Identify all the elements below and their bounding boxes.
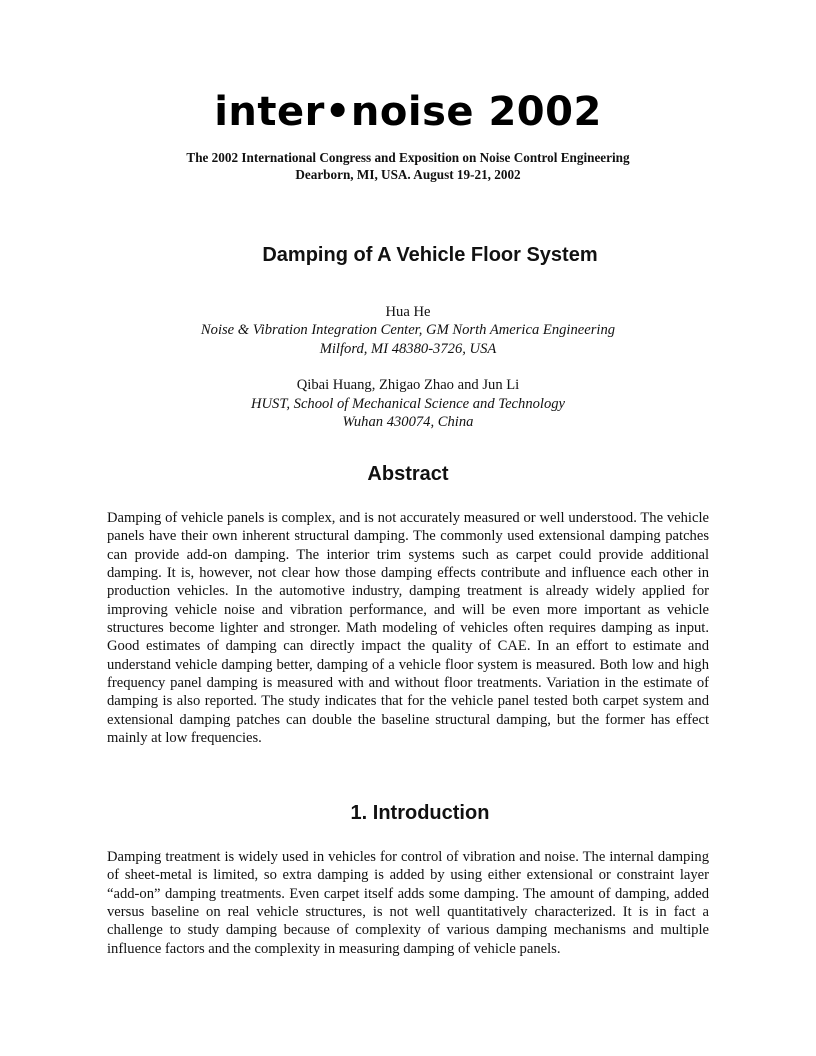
author2-address: Wuhan 430074, China — [342, 414, 474, 431]
conference-info — [0, 150, 816, 183]
paper-title: Damping of A Vehicle Floor System — [262, 244, 598, 266]
author-spacer — [0, 358, 816, 376]
introduction-heading: 1. Introduction — [350, 802, 490, 824]
congress-line: The 2002 International Congress and Exposition on Noise Control Engineering — [186, 150, 630, 165]
location-line: Dearborn, MI, USA. August 19-21, 2002 — [295, 166, 521, 182]
introduction-text: Damping treatment is widely used in vehicles for control of vibration and noise. The internal damping of sheet-metal is limited, so extra damping is added by using either extensional or constraint layer “add-on” damping treatments. Even carpet itself adds some damping. The amount of damping, added versus baseline on real vehicle structures, is not well quantitatively characterized. It is in fact a challenge to study damping because of complexity of various damping mechanisms and multiple influence factors and the complexity in measuring damping of vehicle panels. — [107, 849, 709, 957]
conference-logo: inter•noise 2002 — [214, 89, 602, 135]
abstract-text: Damping of vehicle panels is complex, and is not accurately measured or well understood. The vehicle panels have their own inherent structural damping. The commonly used extensional damping patches can provide add-on damping. The interior trim systems such as carpet could provide additional damping. It is, however, not clear how those damping effects contribute and influence each other in production vehicles. In the automotive industry, damping treatment is already widely applied for improving vehicle noise and vibration performance, and will be even more important as vehicle structures become lighter and stronger. Math modeling of vehicles often requires damping as input. Good estimates of damping can directly impact the quality of CAE. In an effort to estimate and understand vehicle damping better, damping of a vehicle floor system is measured. Both low and high frequency panel damping is measured with and without floor treatments. Variation in the estimate of damping is also reported. The study indicates that for the vehicle panel tested both carpet system and extensional damping patches can double the baseline structural damping, but the former has effect mainly at low frequencies. — [107, 510, 709, 747]
author1-affiliation: Noise & Vibration Integration Center, GM North America Engineering — [200, 322, 616, 339]
author2-affiliation: HUST, School of Mechanical Science and Technology — [250, 395, 566, 412]
author-block — [0, 303, 816, 431]
author1-name: Hua He — [385, 304, 431, 320]
author1-address: Milford, MI 48380-3726, USA — [319, 340, 497, 357]
author2-names: Qibai Huang, Zhigao Zhao and Jun Li — [296, 377, 520, 394]
abstract-heading: Abstract — [367, 463, 449, 485]
